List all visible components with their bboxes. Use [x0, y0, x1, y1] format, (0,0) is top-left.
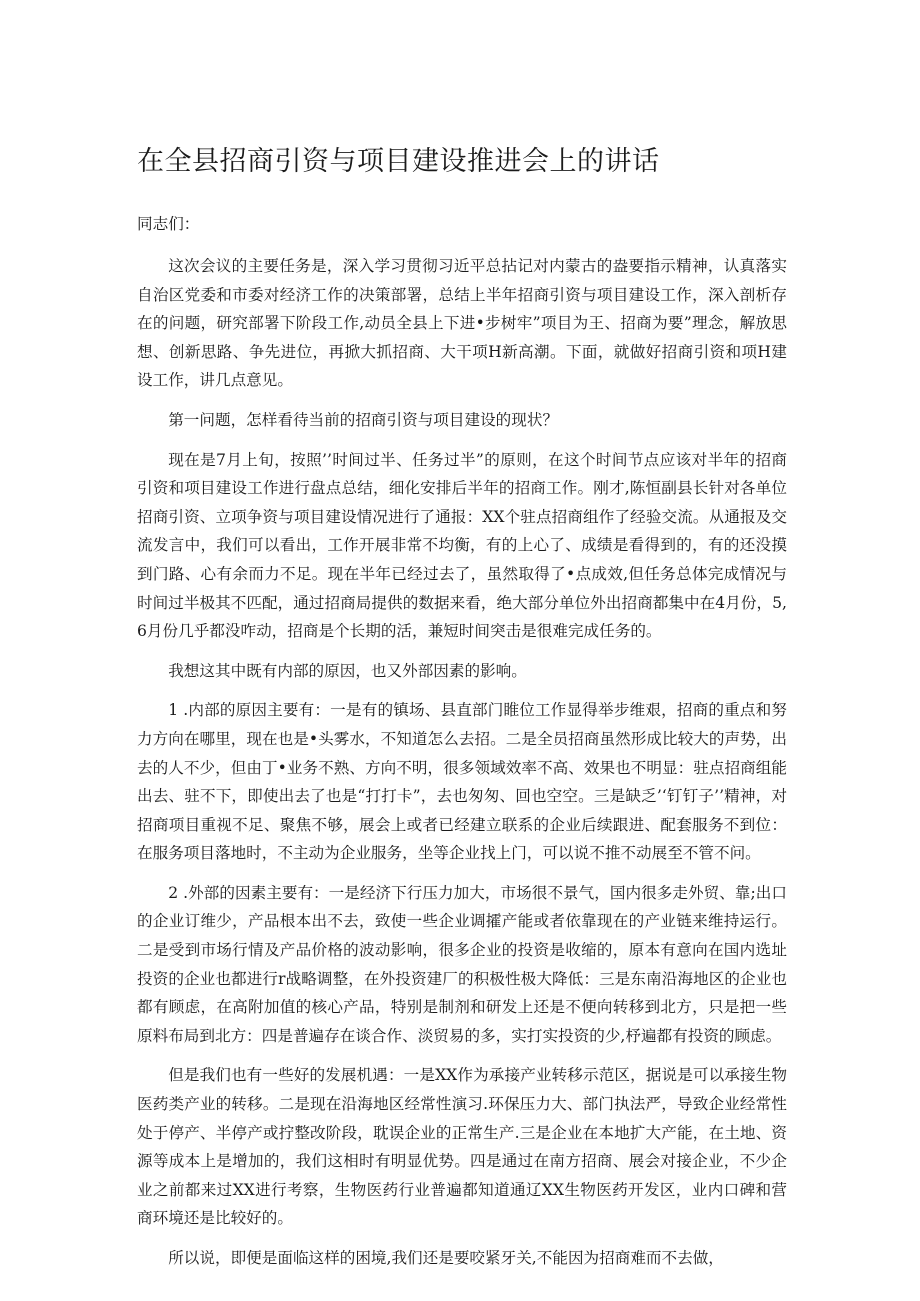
paragraph-current-status: 现在是7月上旬，按照’’时间过半、任务过半”的原则，在这个时间节点应该对半年的招商引资和项目建设工作进行盘点总结，细化安排后半年的招商工作。刚才,陈恒副县长针对各单位招商引资、立项争资与项目建设情况进行了通报：XX个驻点招商组作了经验交流。从通报及交流发言中，我们可以看出，工作开展非常不均衡，有的上心了、成绩是看得到的，有的还没摸到门路、心有余而力不足。现在半年已经过去了，虽然取得了•点成效,但任务总体完成情况与时间过半极其不匹配，通过招商局提供的数据来看，绝大部分单位外出招商都集中在4月份，5,6月份几乎都没咋动，招商是个长期的活，兼短时间突击是很难完成任务的。	[137, 450, 787, 641]
paragraph-opportunities: 但是我们也有一些好的发展机遇：一是XX作为承接产业转移示范区，据说是可以承接生物医药类产业的转移。二是现在沿海地区经常性演习.环保压力大、部门执法严，导致企业经常性处于停产、半停产或拧整改阶段，耽误企业的正常生产.三是企业在本地扩大产能，在土地、资源等成本上是增加的，我们这相时有明显优势。四是通过在南方招商、展会对接企业，不少企业之前都来过XX进行考察，生物医药行业普遍都知道通辽XX生物医药开发区，业内口碑和营商环境还是比较好的。	[137, 1066, 787, 1228]
paragraph-conclusion: 所以说，即便是面临这样的困境,我们还是要咬紧牙关,不能因为招商难而不去做，	[168, 1249, 724, 1267]
paragraph-external-causes: 2 .外部的因素主要有：一是经济下行压力加大，市场很不景气，国内很多走外贸、靠;出口的企业订维少，产品根本出不去，致使一些企业调攉产能或者依靠现在的产业链来维持运行。二是受到市场行情及产品价格的波动影响，很多企业的投资是收缩的，原本有意向在国内选址投资的企业也都进行r战略调整，在外投资建厂的积极性极大降低：三是东南沿海地区的企业也都有顾虑，在高附加值的核心产品，特别是制剂和研发上还是不便向转移到北方，只是把一些原料布局到北方：四是普遍存在谈合作、淡贸易的多，实打实投资的少,杼遍都有投资的顾虑。	[137, 883, 787, 1045]
paragraph-intro: 这次会议的主要任务是，深入学习贯彻习近平总拈记对内蒙古的盎要指示精神，认真落实自治区党委和市委对经济工作的决策部署，总结上半年招商引资与项目建设工作，深入剖析存在的问题，研究部署下阶段工作,动员全县上下进•步树牢”项目为王、招商为要”理念，解放思想、创新思路、争先进位，再掀大抓招商、大干项H新高潮。下面，就做好招商引资和项H建设工作，讲几点意见。	[137, 257, 787, 390]
document-title: 在全县招商引资与项目建设推进会上的讲话	[137, 146, 660, 177]
document-page	[137, 138, 787, 1284]
paragraph-causes-intro: 我想这其中既有内部的原因，也又外部因素的影响。	[168, 661, 527, 680]
paragraph-internal-causes: 1 .内部的原因主要有：一是有的镇场、县直部门睢位工作显得举步维艰，招商的重点和努力方向在哪里，现在也是•头雾水，不知道怎么去招。二是全员招商虽然形成比较大的声势，出去的人不少，但由丁•业务不熟、方向不明，很多领域效率不高、效果也不明显：驻点招商组能出去、驻不下，即使出去了也是“打打卡”，去也匆匆、回也空空。三是缺乏’‘钉钉子’’精神，对招商项目重视不足、聚焦不够，展会上或者已经建立联系的企业后续跟进、配套服务不到位：在服务项目落地时，不主动为企业服务，坐等企业找上门，可以说不推不动展至不管不问。	[137, 701, 787, 863]
greeting: 同志们：	[137, 215, 200, 233]
paragraph-question-one: 第一问题，怎样看待当前的招商引资与项目建设的现状？	[168, 410, 559, 429]
